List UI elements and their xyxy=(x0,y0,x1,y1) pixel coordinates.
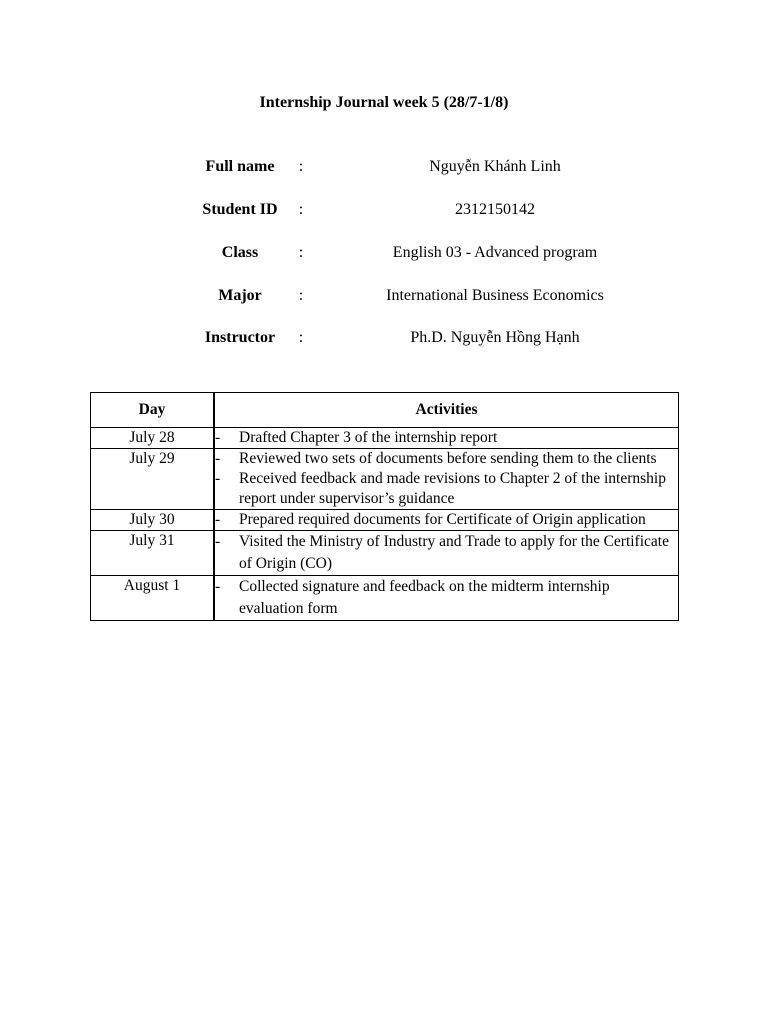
info-label: Full name xyxy=(205,158,275,175)
info-value: 2312150142 xyxy=(455,201,535,218)
activities-cell xyxy=(214,510,679,531)
info-label: Major xyxy=(218,287,262,304)
page-title: Internship Journal week 5 (28/7-1/8) xyxy=(259,94,509,111)
info-row-major xyxy=(0,286,768,306)
activities-cell xyxy=(214,531,679,576)
info-row-student-id xyxy=(0,200,768,220)
activities-cell xyxy=(214,428,679,449)
table-row xyxy=(91,576,679,621)
table-row xyxy=(91,531,679,576)
info-label: Student ID xyxy=(202,201,278,218)
info-label: Instructor xyxy=(204,329,276,346)
day-cell: July 29 xyxy=(91,449,215,510)
info-value: Nguyễn Khánh Linh xyxy=(429,158,561,175)
activity-list xyxy=(215,510,678,530)
header-activities: Activities xyxy=(214,393,679,428)
info-colon: : xyxy=(298,201,304,218)
activity-item: - Received feedback and made revisions to Chapter 2 of the internship report under supervisor’s guidance xyxy=(215,469,678,509)
info-label: Class xyxy=(221,244,259,261)
table-header-row xyxy=(91,393,679,428)
day-cell: July 30 xyxy=(91,510,215,531)
day-cell: August 1 xyxy=(91,576,215,621)
activities-cell xyxy=(214,576,679,621)
info-colon: : xyxy=(298,244,304,261)
activity-item: - Visited the Ministry of Industry and Trade to apply for the Certificate of Origin (CO) xyxy=(215,531,678,575)
info-row-instructor xyxy=(0,328,768,348)
activity-list xyxy=(215,449,678,509)
info-row-full-name xyxy=(0,157,768,177)
table-row xyxy=(91,510,679,531)
activity-item: - Reviewed two sets of documents before sending them to the clients xyxy=(215,449,678,469)
activity-item: - Drafted Chapter 3 of the internship report xyxy=(215,428,678,448)
info-colon: : xyxy=(298,287,304,304)
table-row xyxy=(91,428,679,449)
day-cell: July 28 xyxy=(91,428,215,449)
activity-list xyxy=(215,428,678,448)
info-colon: : xyxy=(298,329,304,346)
activity-item: - Collected signature and feedback on the midterm internship evaluation form xyxy=(215,576,678,620)
table-row xyxy=(91,449,679,510)
day-cell: July 31 xyxy=(91,531,215,576)
info-value: Ph.D. Nguyễn Hồng Hạnh xyxy=(410,329,580,346)
header-day: Day xyxy=(91,393,215,428)
info-colon: : xyxy=(298,158,304,175)
activities-table xyxy=(90,392,679,621)
activities-cell xyxy=(214,449,679,510)
activity-list xyxy=(215,531,678,575)
info-value: English 03 - Advanced program xyxy=(392,244,598,261)
info-row-class xyxy=(0,243,768,263)
activity-item: - Prepared required documents for Certificate of Origin application xyxy=(215,510,678,530)
info-value: International Business Economics xyxy=(386,287,604,304)
activity-list xyxy=(215,576,678,620)
